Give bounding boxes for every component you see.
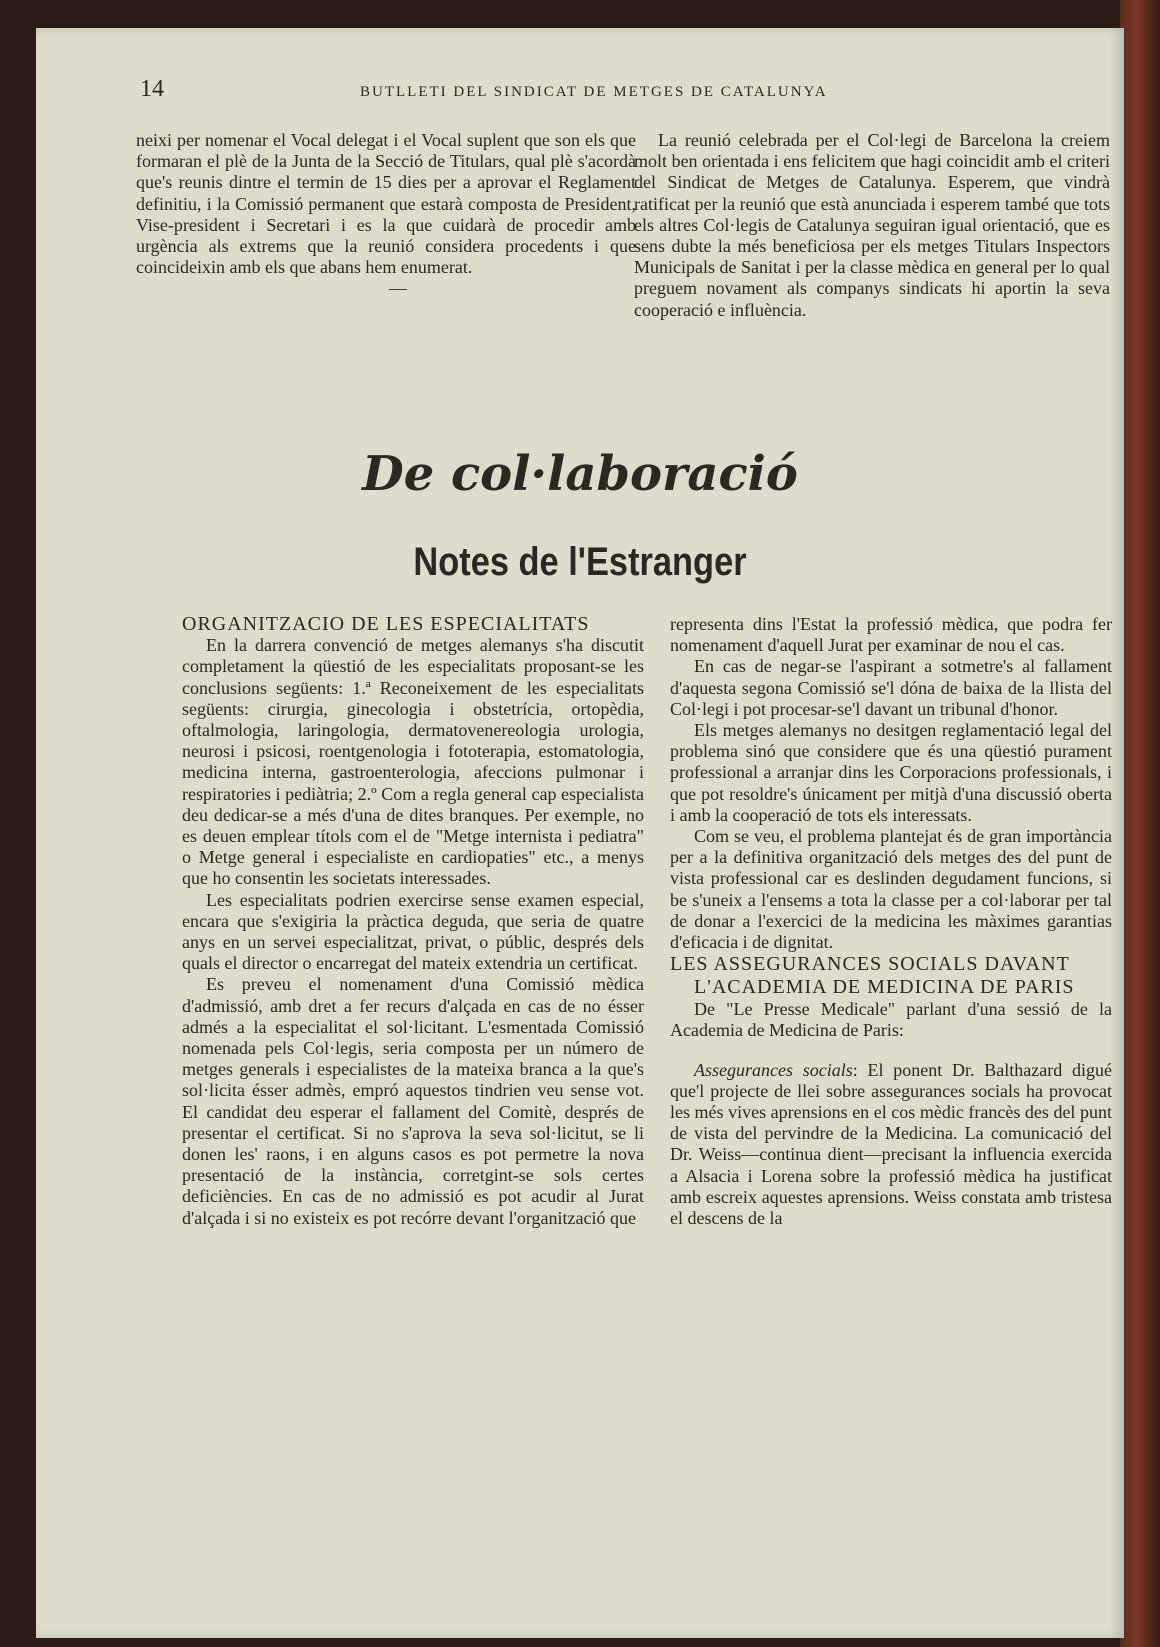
heading-line-1: LES ASSEGURANCES SOCIALS DAVANT [670,953,1070,976]
article-paragraph: En la darrera convenció de metges alemanys s'ha discutit completament la qüestió de les especialitats proposant-se les conclusions següents: 1.ª Reconeixement de les especialitats següents: cirurgia, ginecologia i obstetrícia, ortopèdia, oftalmologia, laringologia, dermatovenereologia urologia, neurosi i psicosi, roentgenologia i fototerapia, estomatologia, medicina interna, gastroenterologia, afeccions pulmonar i respiratories i pediàtria; 2.º Com a regla general cap especialista deu dedicar-se a més d'una de dites branques. Per exemple, no es deuen emplear títols com el de "Metge internista i pediatra" o Metge general i especialiste en cardiopaties" etc., a menys que ho consentin les societats interessades. [182,635,644,889]
article-paragraph: representa dins l'Estat la professió mèdica, que podra fer nomenament d'aquell Jurat per examinar de nou el cas. [670,614,1112,656]
page-number: 14 [140,76,164,102]
article-paragraph: Es preveu el nomenament d'una Comissió mèdica d'admissió, amb dret a fer recurs d'alçada en cas de no ésser admés a la especialitat el sol·licitant. L'esmentada Comissió nomenada pels Col·legis, seria composta per un número de metges generals i especialistes de la mateixa branca a la que's sol·licita ésser admès, empró aquestos tindrien veu sense vot. El candidat deu esperar el fallament del Comitè, després de presentar el certificat. Si no s'aprova la seva sol·licitut, se li donen les' raons, i en alguns casos es pot permetre la nova presentació de la instància, corretgint-se sols certes deficiències. En cas de no admissió es pot acudir al Jurat d'alçada i si no existeix es pot recórre devant l'organització que [182,974,644,1228]
left-article-column [182,614,644,1229]
top-right-column [634,130,1110,321]
section-script-heading: De col·laboració [362,446,798,502]
article-intro: De "Le Presse Medicale" parlant d'una sessió de la Academia de Medicina de Paris: [670,999,1112,1041]
article-heading-especialitats: ORGANITZACIO DE LES ESPECIALITATS [182,613,590,635]
article-paragraph: Com se veu, el problema plantejat és de gran importància per a la definitiva organització dels metges des del punt de vista professional car es deslinden degudament funcions, si be s'uneix a l'ensems a tota la classe per a col·laborar per tal de donar a l'exercici de la medicina les màximes garantias d'eficacia i de dignitat. [670,826,1112,953]
top-left-column [136,130,636,300]
last-paragraph-text: : El ponent Dr. Balthazard digué que'l projecte de llei sobre assegurances socials ha provocat les més vives aprensions en el cos mèdic francès des del punt de vista del pervindre de la Medicina. La comunicació del Dr. Weiss—continua dient—precisant la influencia exercida a Alsacia i Lorena sobre la professió mèdica ha justificat amb escreix aquestes aprensions. Weiss constata amb tristesa el descens de la [670,1059,1113,1229]
right-article-column [670,614,1112,1229]
section-title: Notes de l'Estranger [413,540,747,584]
article-paragraph: Les especialitats podrien exercirse sense examen especial, encara que s'exigiria la pràctica deguda, que seria de quatre anys en un servei especialitzat, privat, o públic, després dels quals el director o encarregat del mateix extendria un certificat. [182,889,644,974]
article-paragraph-last [670,1060,1112,1230]
separator-dash: — [389,278,407,299]
running-title: BUTLLETI DEL SINDICAT DE METGES DE CATALUNYA [360,84,828,100]
italic-label: Assegurances socials [694,1059,853,1080]
top-left-paragraph: neixi per nomenar el Vocal delegat i el Vocal suplent que son els que formaran el plè de la Junta de la Secció de Titulars, qual plè s'acordà que's reunis dintre el termin de 15 dies per a aprovar el Reglament definitiu, i la Comissió permanent que estarà composta de President, Vise-president i Secretari i es la que cuidarà de procedir amb urgència als extrems que la reunió considera procedents i que coincideixin amb els que abans hem enumerat. [136,130,636,278]
article-paragraph: En cas de negar-se l'aspirant a sotmetre's al fallament d'aquesta segona Comissió se'l dóna de baixa de la llista del Col·legi i pot procesar-se'l davant un tribunal d'honor. [670,656,1112,719]
article-heading-assegurances [670,953,1112,999]
heading-line-2: L'ACADEMIA DE MEDICINA DE PARIS [694,976,1075,999]
top-right-paragraph: La reunió celebrada per el Col·legi de Barcelona la creiem molt ben orientada i ens felicitem que hagi coincidit amb el criteri del Sindicat de Metges de Catalunya. Esperem, que vindrà ratificat per la reunió que està anunciada i esperem també que tots els altres Col·legis de Catalunya seguiran igual orientació, que es sens dubte la més beneficiosa per els metges Titulars Inspectors Municipals de Sanitat i per la classe mèdica en general per lo qual preguem novament als companys sindicats hi aportin la seva cooperació e influència. [634,130,1110,320]
article-paragraph: Els metges alemanys no desitgen reglamentació legal del problema sinó que considere que és una qüestió purament professional a arranjar dins les Corporacions professionals, i que pot resoldre's únicament per mitjà d'una discussió oberta i amb la cooperació de tots els interessats. [670,720,1112,825]
book-binding [1120,0,1160,1647]
